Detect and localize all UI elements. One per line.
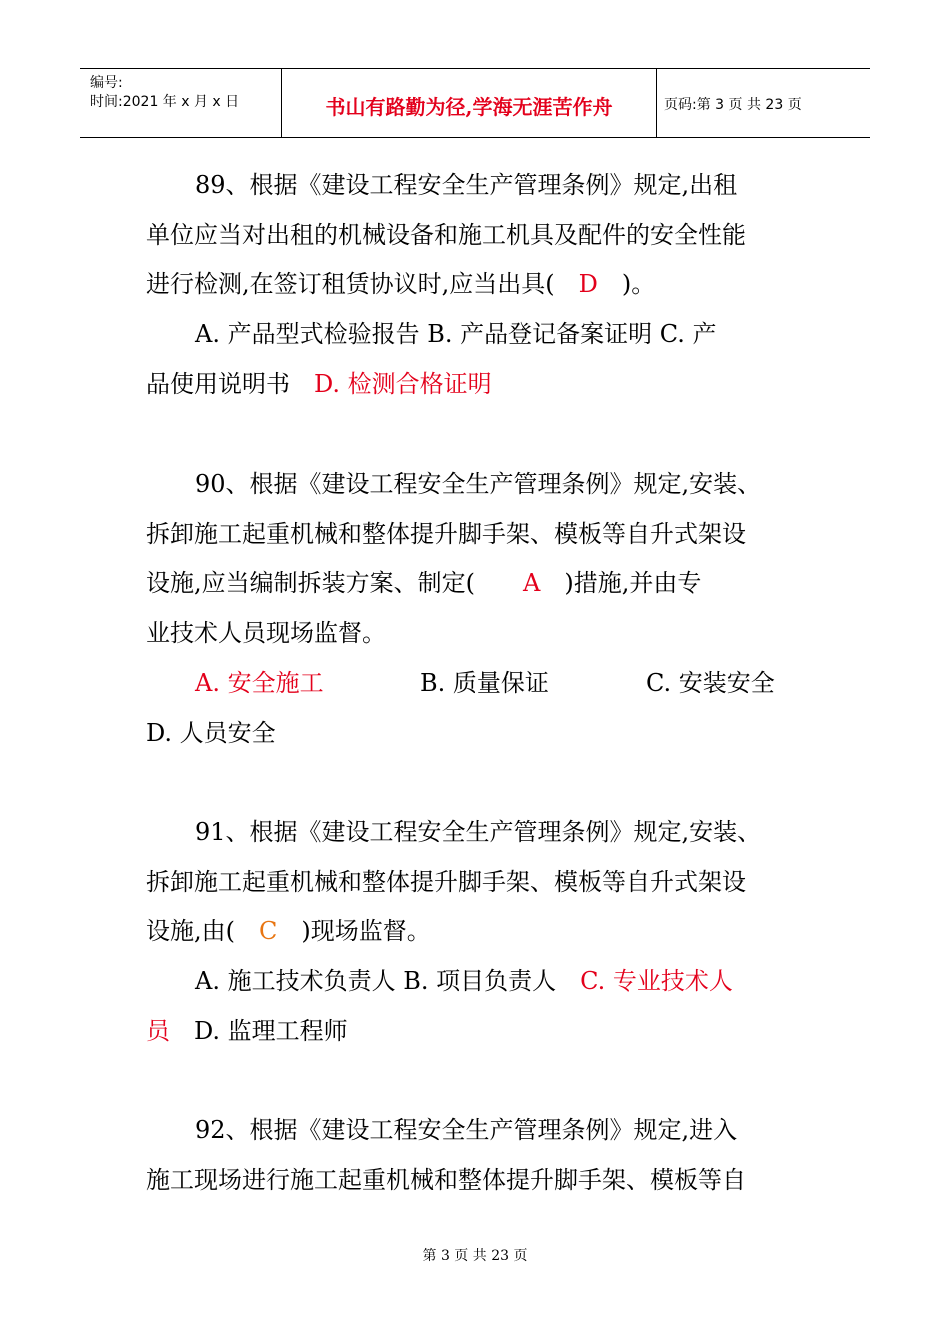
- question-text-line: [146, 916, 431, 946]
- header-meta-cell: [80, 69, 280, 137]
- option-text: B. 质量保证: [420, 669, 549, 697]
- answer-letter: C: [259, 917, 278, 945]
- question-text-line: 92、根据《建设工程安全生产管理条例》规定,进入: [195, 1116, 738, 1144]
- page-footer: 第 3 页 共 23 页: [422, 1248, 528, 1264]
- question-text-line: 91、根据《建设工程安全生产管理条例》规定,安装、: [195, 818, 762, 846]
- header-motto-cell: [281, 69, 657, 137]
- question-text-line: 施工现场进行施工起重机械和整体提升脚手架、模板等自: [146, 1166, 746, 1194]
- correct-option: C. 专业技术人: [580, 967, 733, 995]
- answer-letter: A: [523, 569, 541, 597]
- question-text: )现场监督。: [301, 917, 431, 945]
- document-number-label: 编号:: [90, 75, 123, 91]
- correct-option: A. 安全施工: [195, 669, 324, 697]
- question-text: )措施,并由专: [564, 569, 702, 597]
- correct-option: 员: [146, 1017, 170, 1045]
- question-text-line: [146, 568, 701, 598]
- option-text: D. 监理工程师: [194, 1017, 348, 1045]
- question-text-line: 单位应当对出租的机械设备和施工机具及配件的安全性能: [146, 221, 746, 249]
- options-line: [146, 369, 492, 399]
- options-line: A. 产品型式检验报告 B. 产品登记备案证明 C. 产: [195, 320, 717, 348]
- question-text-line: [146, 269, 655, 299]
- page-header: [80, 68, 870, 138]
- options-line: [195, 966, 733, 996]
- document-time-label: 时间:2021 年 x 月 x 日: [90, 94, 240, 110]
- answer-letter: D: [578, 270, 598, 298]
- question-text: 设施,应当编制拆装方案、制定(: [146, 569, 475, 597]
- question-text-line: 89、根据《建设工程安全生产管理条例》规定,出租: [195, 171, 738, 199]
- header-motto: 书山有路勤为径,学海无涯苦作舟: [325, 95, 613, 119]
- header-page-cell: [656, 69, 870, 137]
- question-text-line: 90、根据《建设工程安全生产管理条例》规定,安装、: [195, 470, 762, 498]
- header-page-info: 页码:第 3 页 共 23 页: [664, 97, 802, 113]
- option-text: D. 人员安全: [146, 719, 276, 747]
- option-text: 品使用说明书: [146, 370, 290, 398]
- option-text: A. 施工技术负责人 B. 项目负责人: [195, 967, 557, 995]
- question-text: )。: [621, 270, 656, 298]
- option-text: C. 安装安全: [646, 669, 775, 697]
- question-text: 设施,由(: [146, 917, 235, 945]
- question-text-line: 拆卸施工起重机械和整体提升脚手架、模板等自升式架设: [146, 520, 746, 548]
- question-text-line: 拆卸施工起重机械和整体提升脚手架、模板等自升式架设: [146, 868, 746, 896]
- question-text-line: 业技术人员现场监督。: [146, 619, 386, 647]
- question-text: 进行检测,在签订租赁协议时,应当出具(: [146, 270, 555, 298]
- correct-option: D. 检测合格证明: [314, 370, 492, 398]
- options-line: [146, 1016, 348, 1046]
